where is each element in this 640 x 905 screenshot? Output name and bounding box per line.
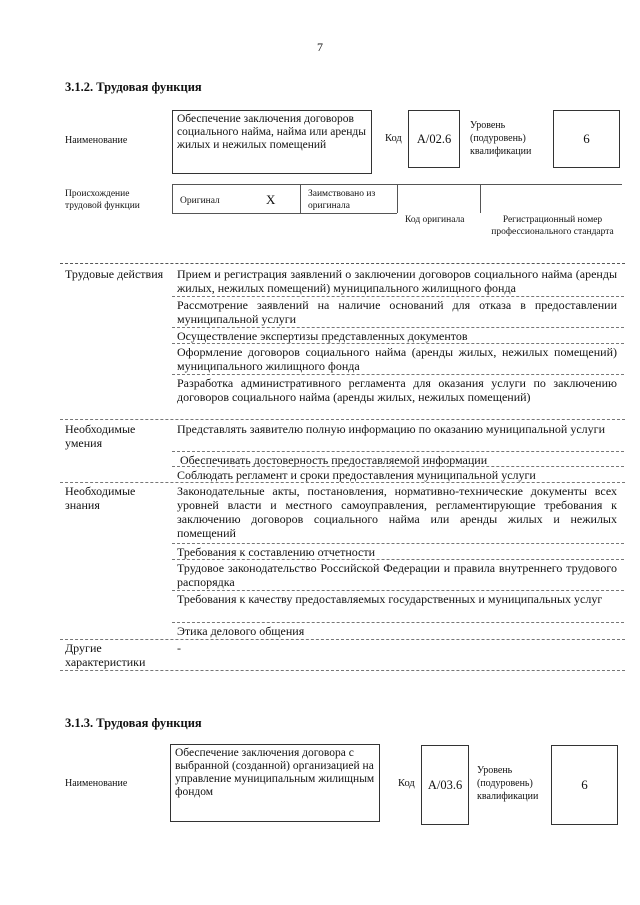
name-value: Обеспечение заключения договора с выбранной (созданной) организацией на управление муниципальным жилищным фондом (175, 747, 375, 798)
labor-action-item: Оформление договоров социального найма (аренды жилых, нежилых помещений) муниципального жилищного фонда (177, 345, 617, 373)
labor-action-item: Прием и регистрация заявлений о заключении договоров социального найма (аренды жилых, нежилых помещений) муниципального жилищного фонда (177, 267, 617, 295)
origin-borrowed: Заимствовано из оригинала (308, 189, 376, 211)
skill-item: Представлять заявителю полную информацию по оказанию муниципальной услуги (177, 422, 606, 436)
skill-item: Обеспечивать достоверность предоставляемой информации (180, 453, 488, 467)
knowledge-label: Необходимые знания (65, 484, 136, 512)
name-value-box (170, 744, 380, 822)
name-label: Наименование (65, 778, 128, 789)
other-label: Другие характеристики (65, 641, 146, 669)
level-label: Уровень (подуровень) квалификации (477, 765, 539, 802)
knowledge-item: Требования к качеству предоставляемых государственных и муниципальных услуг (177, 592, 603, 606)
section-title: 3.1.2. Трудовая функция (65, 80, 202, 94)
origin-original: Оригинал (180, 196, 220, 206)
knowledge-item: Этика делового общения (177, 624, 305, 638)
knowledge-item: Трудовое законодательство Российской Федерации и правила внутреннего трудового распорядка (177, 561, 617, 589)
code-label: Код (398, 778, 415, 789)
labor-actions-label: Трудовые действия (65, 267, 164, 281)
skill-item: Соблюдать регламент и сроки предоставления муниципальной услуги (177, 468, 536, 482)
labor-action-item: Рассмотрение заявлений на наличие оснований для отказа в предоставлении муниципальной услуги (177, 298, 617, 326)
knowledge-item: Требования к составлению отчетности (177, 545, 376, 559)
name-value-box (172, 110, 372, 174)
other-value: - (177, 641, 181, 655)
labor-action-item: Разработка административного регламента для оказания услуги по заключению договоров социального найма (аренды жилых, нежилых помещений) (177, 376, 617, 404)
knowledge-item: Законодательные акты, постановления, нормативно-технические документы всех уровней власти и местного самоуправления, регламентирующие требования к заключению договоров социального найма или аренды жилых и нежилых помещений (177, 484, 617, 540)
labor-action-item: Осуществление экспертизы представленных документов (177, 329, 468, 343)
code-value: A/03.6 (421, 745, 469, 825)
name-value: Обеспечение заключения договоров социального найма, найма или аренды жилых и нежилых помещений (177, 113, 366, 151)
level-value: 6 (553, 110, 620, 168)
skills-label: Необходимые умения (65, 422, 136, 450)
level-label: Уровень (подуровень) квалификации (470, 120, 532, 157)
name-label: Наименование (65, 135, 128, 146)
code-label: Код (385, 133, 402, 144)
page-number: 7 (317, 40, 323, 54)
section-title: 3.1.3. Трудовая функция (65, 716, 202, 730)
origin-label: Происхождение трудовой функции (65, 189, 140, 211)
code-original-label: Код оригинала (405, 215, 465, 225)
code-value: A/02.6 (408, 110, 460, 168)
level-value: 6 (551, 745, 618, 825)
origin-mark: X (266, 192, 276, 207)
reg-number-label: Регистрационный номер профессионального стандарта (491, 215, 614, 237)
